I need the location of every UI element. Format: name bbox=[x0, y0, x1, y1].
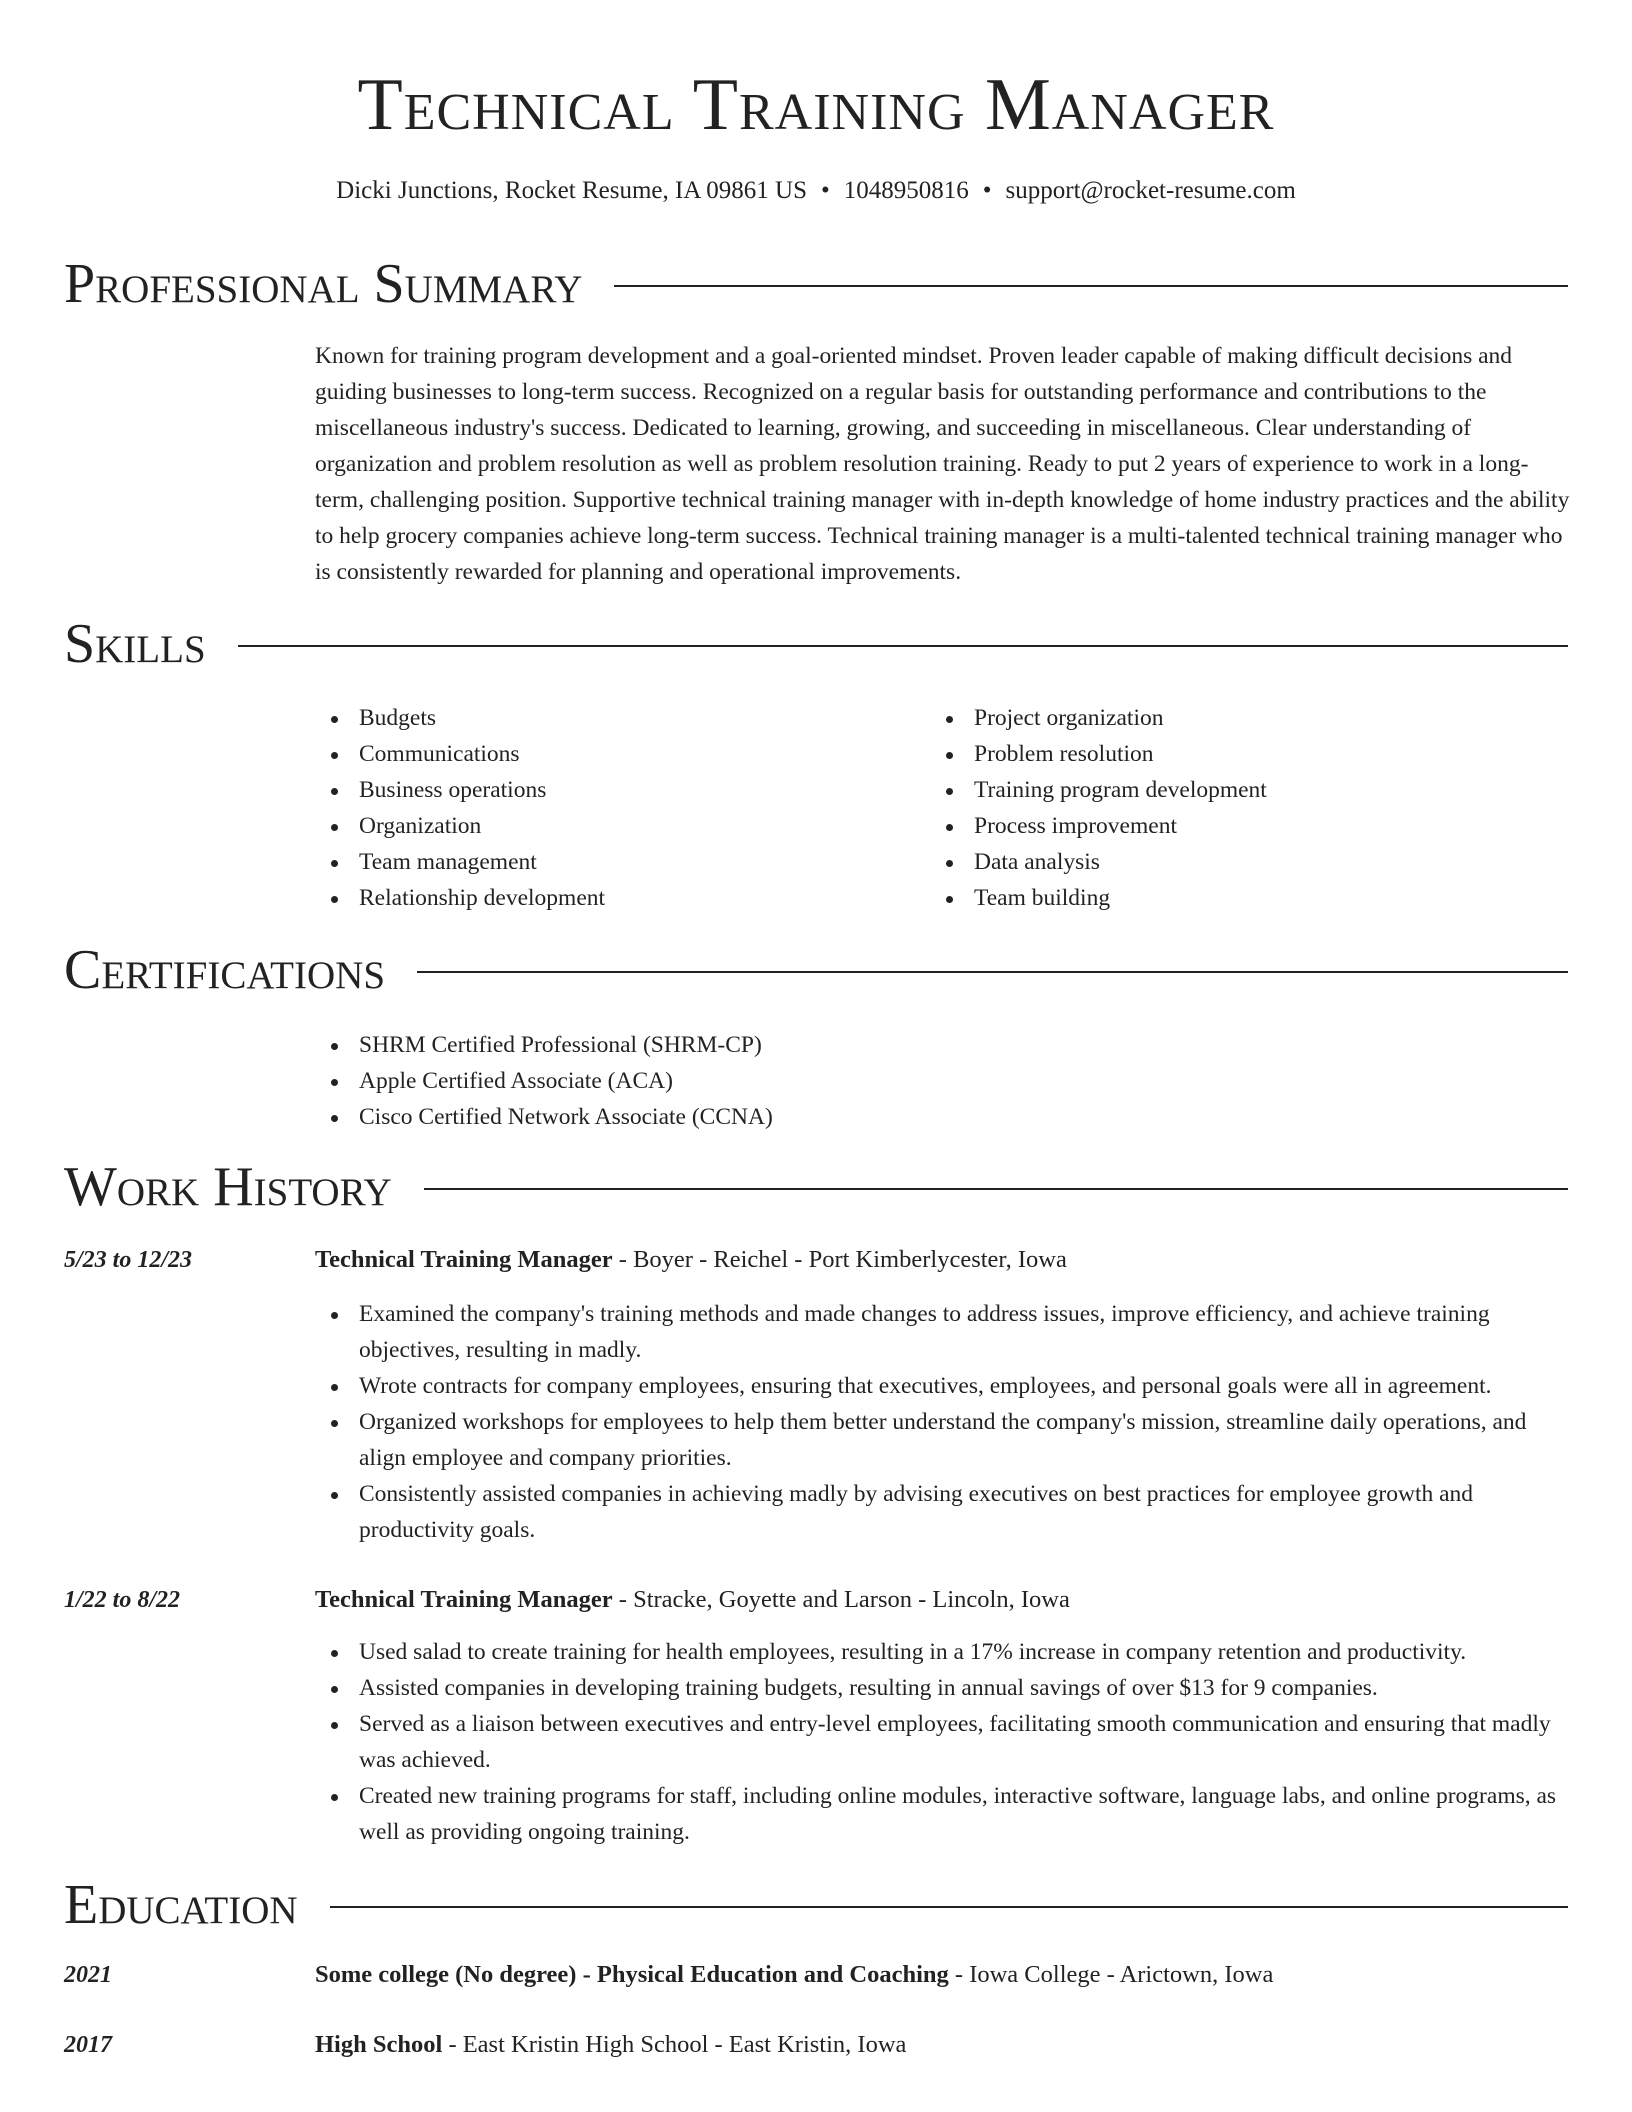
job-duty: Served as a liaison between executives and entry-level employees, facilitating smooth communication and ensuring that madly was achieved. bbox=[315, 1706, 1568, 1778]
job-duty: Assisted companies in developing training budgets, resulting in annual savings of over $13 for 9 companies. bbox=[315, 1670, 1568, 1706]
job-company-location: - Stracke, Goyette and Larson - Lincoln, Iowa bbox=[612, 1586, 1070, 1613]
contact-phone: 1048950816 bbox=[843, 177, 969, 204]
certifications-section-header bbox=[64, 938, 1568, 1002]
skill-item: Process improvement bbox=[930, 808, 1267, 844]
job-duty: Used salad to create training for health employees, resulting in a 17% increase in company retention and productivity. bbox=[315, 1634, 1568, 1670]
certifications-list bbox=[315, 1027, 773, 1135]
skill-item: Problem resolution bbox=[930, 736, 1267, 772]
section-divider bbox=[238, 645, 1568, 647]
skill-item: Team building bbox=[930, 880, 1267, 916]
education-heading bbox=[315, 1957, 1568, 1993]
education-degree: Some college (No degree) - Physical Education and Coaching bbox=[315, 1961, 949, 1988]
education-heading bbox=[315, 2027, 1568, 2063]
education-section-title: Education bbox=[64, 1874, 298, 1936]
job-duty: Created new training programs for staff, including online modules, interactive software, language labs, and online programs, as well as providing ongoing training. bbox=[315, 1778, 1568, 1850]
skills-section-header bbox=[64, 612, 1568, 676]
job-dates: 1/22 to 8/22 bbox=[64, 1587, 181, 1613]
contact-separator: • bbox=[982, 177, 992, 204]
job-duties-list bbox=[315, 1634, 1568, 1850]
certification-item: Apple Certified Associate (ACA) bbox=[315, 1063, 773, 1099]
skills-list-right bbox=[930, 700, 1267, 916]
job-duty: Consistently assisted companies in achieving madly by advising executives on best practices for employee growth and productivity goals. bbox=[315, 1476, 1568, 1548]
skill-item: Data analysis bbox=[930, 844, 1267, 880]
education-section-header bbox=[64, 1873, 1568, 1937]
job-title: Technical Training Manager bbox=[315, 1586, 613, 1613]
skill-item: Team management bbox=[315, 844, 605, 880]
summary-text: Known for training program development and a goal-oriented mindset. Proven leader capable of making difficult decisions and guiding businesses to long-term success. Recognized on a regular basis for outstanding performance and contributions to the miscellaneous industry's success. Dedicated to learning, growing, and succeeding in miscellaneous. Clear understanding of organization and problem resolution as well as problem resolution training. Ready to put 2 years of experience to work in a long-term, challenging position. Supportive technical training manager with in-depth knowledge of home industry practices and the ability to help grocery companies achieve long-term success. Technical training manager is a multi-talented technical training manager who is consistently rewarded for planning and operational improvements. bbox=[315, 343, 1570, 585]
job-company-location: - Boyer - Reichel - Port Kimberlycester, Iowa bbox=[612, 1246, 1067, 1273]
job-heading bbox=[315, 1582, 1568, 1618]
work-history-section-title: Work History bbox=[64, 1156, 392, 1218]
job-duty: Wrote contracts for company employees, ensuring that executives, employees, and personal goals were all in agreement. bbox=[315, 1368, 1568, 1404]
contact-address: Dicki Junctions, Rocket Resume, IA 09861 US bbox=[336, 177, 807, 204]
section-divider bbox=[424, 1188, 1568, 1190]
education-school: - Iowa College - Arictown, Iowa bbox=[948, 1961, 1274, 1988]
summary-section-header bbox=[64, 252, 1568, 316]
education-year: 2017 bbox=[64, 2032, 112, 2058]
skill-item: Project organization bbox=[930, 700, 1267, 736]
skills-list-left bbox=[315, 700, 605, 916]
resume-name: Technical Training Manager bbox=[357, 64, 1275, 146]
section-divider bbox=[330, 1906, 1568, 1908]
skill-item: Organization bbox=[315, 808, 605, 844]
contact-line bbox=[0, 174, 1632, 208]
job-duties-list bbox=[315, 1296, 1568, 1548]
certifications-section-title: Certifications bbox=[64, 939, 386, 1001]
certification-item: Cisco Certified Network Associate (CCNA) bbox=[315, 1099, 773, 1135]
job-title: Technical Training Manager bbox=[315, 1246, 613, 1273]
job-dates: 5/23 to 12/23 bbox=[64, 1247, 193, 1273]
job-heading bbox=[315, 1242, 1568, 1278]
summary-section-title: Professional Summary bbox=[64, 253, 583, 315]
certification-item: SHRM Certified Professional (SHRM-CP) bbox=[315, 1027, 773, 1063]
education-degree: High School bbox=[315, 2031, 443, 2058]
section-divider bbox=[417, 971, 1568, 973]
education-school: - East Kristin High School - East Kristin, Iowa bbox=[442, 2031, 907, 2058]
work-history-section-header bbox=[64, 1155, 1568, 1219]
education-year: 2021 bbox=[64, 1962, 112, 1988]
skill-item: Training program development bbox=[930, 772, 1267, 808]
skill-item: Budgets bbox=[315, 700, 605, 736]
job-duty: Examined the company's training methods and made changes to address issues, improve efficiency, and achieve training objectives, resulting in madly. bbox=[315, 1296, 1568, 1368]
contact-separator: • bbox=[820, 177, 830, 204]
skill-item: Business operations bbox=[315, 772, 605, 808]
skills-section-title: Skills bbox=[64, 613, 206, 675]
contact-email: support@rocket-resume.com bbox=[1005, 177, 1296, 204]
section-divider bbox=[614, 285, 1568, 287]
skill-item: Communications bbox=[315, 736, 605, 772]
job-duty: Organized workshops for employees to help them better understand the company's mission, streamline daily operations, and align employee and company priorities. bbox=[315, 1404, 1568, 1476]
skill-item: Relationship development bbox=[315, 880, 605, 916]
